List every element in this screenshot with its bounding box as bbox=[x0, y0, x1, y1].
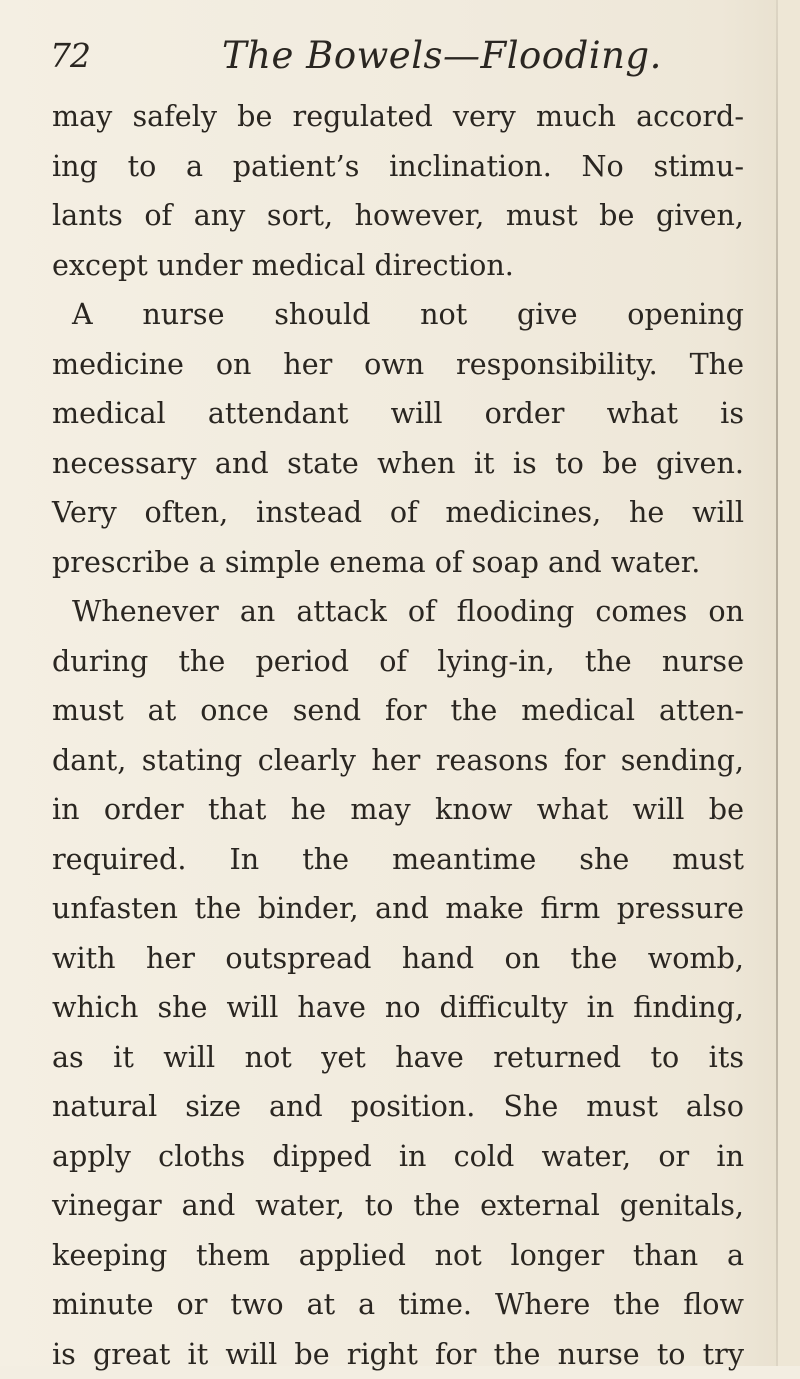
text-line: required. In the meantime she must bbox=[52, 835, 744, 885]
text-line: Very often, instead of medicines, he will bbox=[52, 488, 744, 538]
text-line: minute or two at a time. Where the flow bbox=[52, 1280, 744, 1330]
text-line: Whenever an attack of flooding comes on bbox=[52, 587, 744, 637]
page-header bbox=[50, 32, 750, 82]
text-line: must at once send for the medical atten- bbox=[52, 686, 744, 736]
text-line: during the period of lying-in, the nurse bbox=[52, 637, 744, 687]
text-line: ing to a patient’s inclination. No stimu- bbox=[52, 142, 744, 192]
text-line: in order that he may know what will be bbox=[52, 785, 744, 835]
text-line: unfasten the binder, and make firm pressure bbox=[52, 884, 744, 934]
text-line: lants of any sort, however, must be given, bbox=[52, 191, 744, 241]
text-line: may safely be regulated very much accord- bbox=[52, 92, 744, 142]
text-line: necessary and state when it is to be given. bbox=[52, 439, 744, 489]
text-line: prescribe a simple enema of soap and water. bbox=[52, 538, 744, 588]
body-text bbox=[52, 92, 744, 1379]
text-line: with her outspread hand on the womb, bbox=[52, 934, 744, 984]
page-edge bbox=[778, 0, 800, 1366]
page-number: 72 bbox=[50, 36, 90, 75]
text-line: medicine on her own responsibility. The bbox=[52, 340, 744, 390]
text-line: keeping them applied not longer than a bbox=[52, 1231, 744, 1281]
text-line: A nurse should not give opening bbox=[52, 290, 744, 340]
text-line: as it will not yet have returned to its bbox=[52, 1033, 744, 1083]
text-line: vinegar and water, to the external genitals, bbox=[52, 1181, 744, 1231]
running-head: The Bowels—Flooding. bbox=[222, 34, 662, 77]
text-line: medical attendant will order what is bbox=[52, 389, 744, 439]
text-line: natural size and position. She must also bbox=[52, 1082, 744, 1132]
text-line: apply cloths dipped in cold water, or in bbox=[52, 1132, 744, 1182]
text-line: which she will have no difficulty in finding, bbox=[52, 983, 744, 1033]
text-line: is great it will be right for the nurse to try bbox=[52, 1330, 744, 1379]
text-line: dant, stating clearly her reasons for sending, bbox=[52, 736, 744, 786]
text-line: except under medical direction. bbox=[52, 241, 744, 291]
